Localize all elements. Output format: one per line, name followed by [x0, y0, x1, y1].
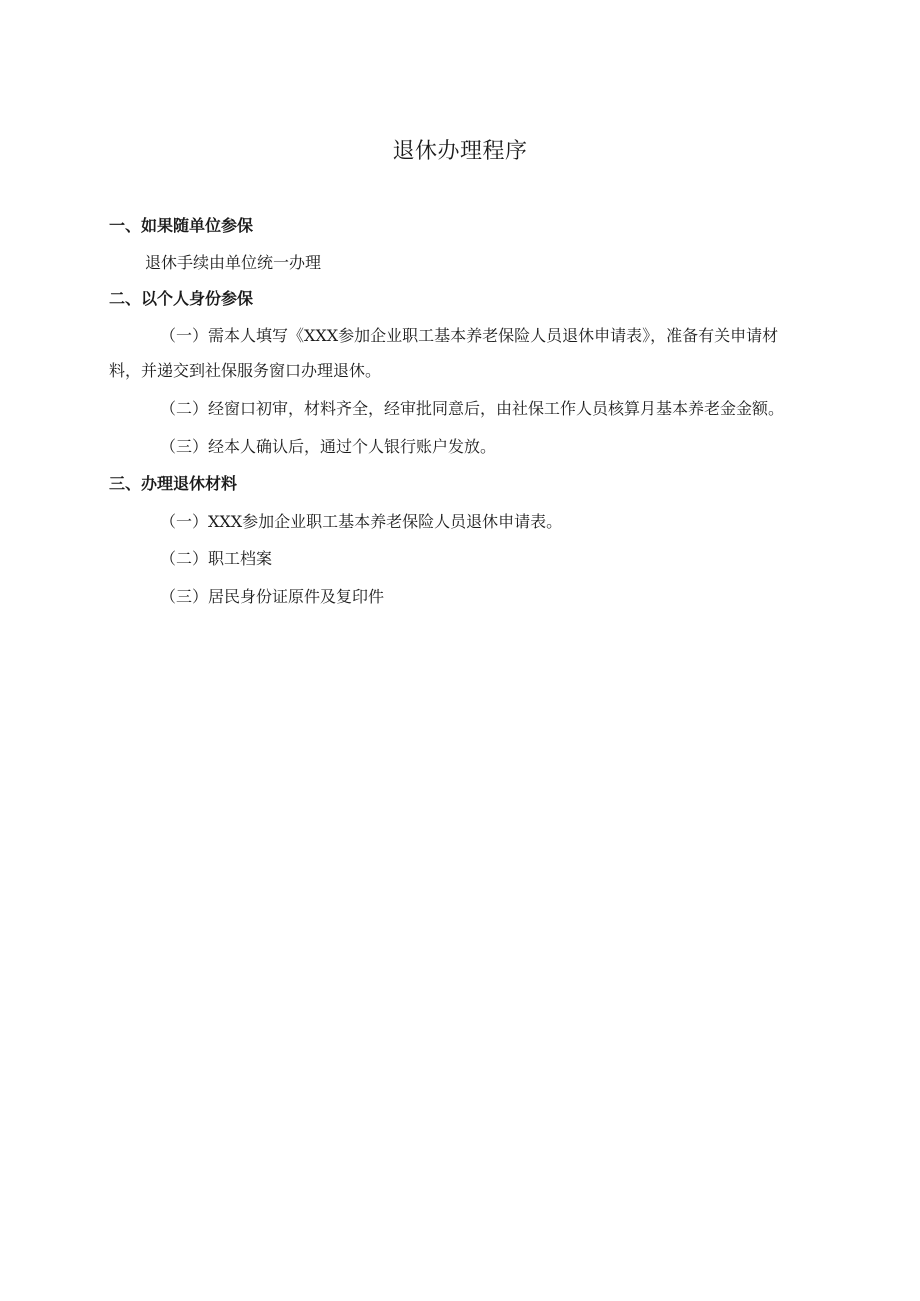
section-1-line-1: 退休手续由单位统一办理 — [145, 253, 322, 272]
section-3-item-1: （一）XXX参加企业职工基本养老保险人员退休申请表。 — [160, 512, 563, 531]
section-heading-1: 一、如果随单位参保 — [109, 216, 254, 235]
section-2-item-1-line-1: （一）需本人填写《XXX参加企业职工基本养老保险人员退休申请表》，准备有关申请材 — [160, 326, 779, 345]
section-heading-3: 三、办理退休材料 — [109, 474, 238, 493]
document-title: 退休办理程序 — [392, 139, 528, 164]
section-2-item-1-line-2: 料，并递交到社保服务窗口办理退休。 — [109, 361, 382, 380]
section-heading-2: 二、以个人身份参保 — [109, 289, 254, 308]
section-2-item-2: （二）经窗口初审，材料齐全，经审批同意后，由社保工作人员核算月基本养老金金额。 — [160, 399, 785, 418]
section-3-item-2: （二）职工档案 — [160, 549, 273, 568]
section-3-item-3: （三）居民身份证原件及复印件 — [160, 587, 385, 606]
section-2-item-3: （三）经本人确认后，通过个人银行账户发放。 — [160, 437, 497, 456]
